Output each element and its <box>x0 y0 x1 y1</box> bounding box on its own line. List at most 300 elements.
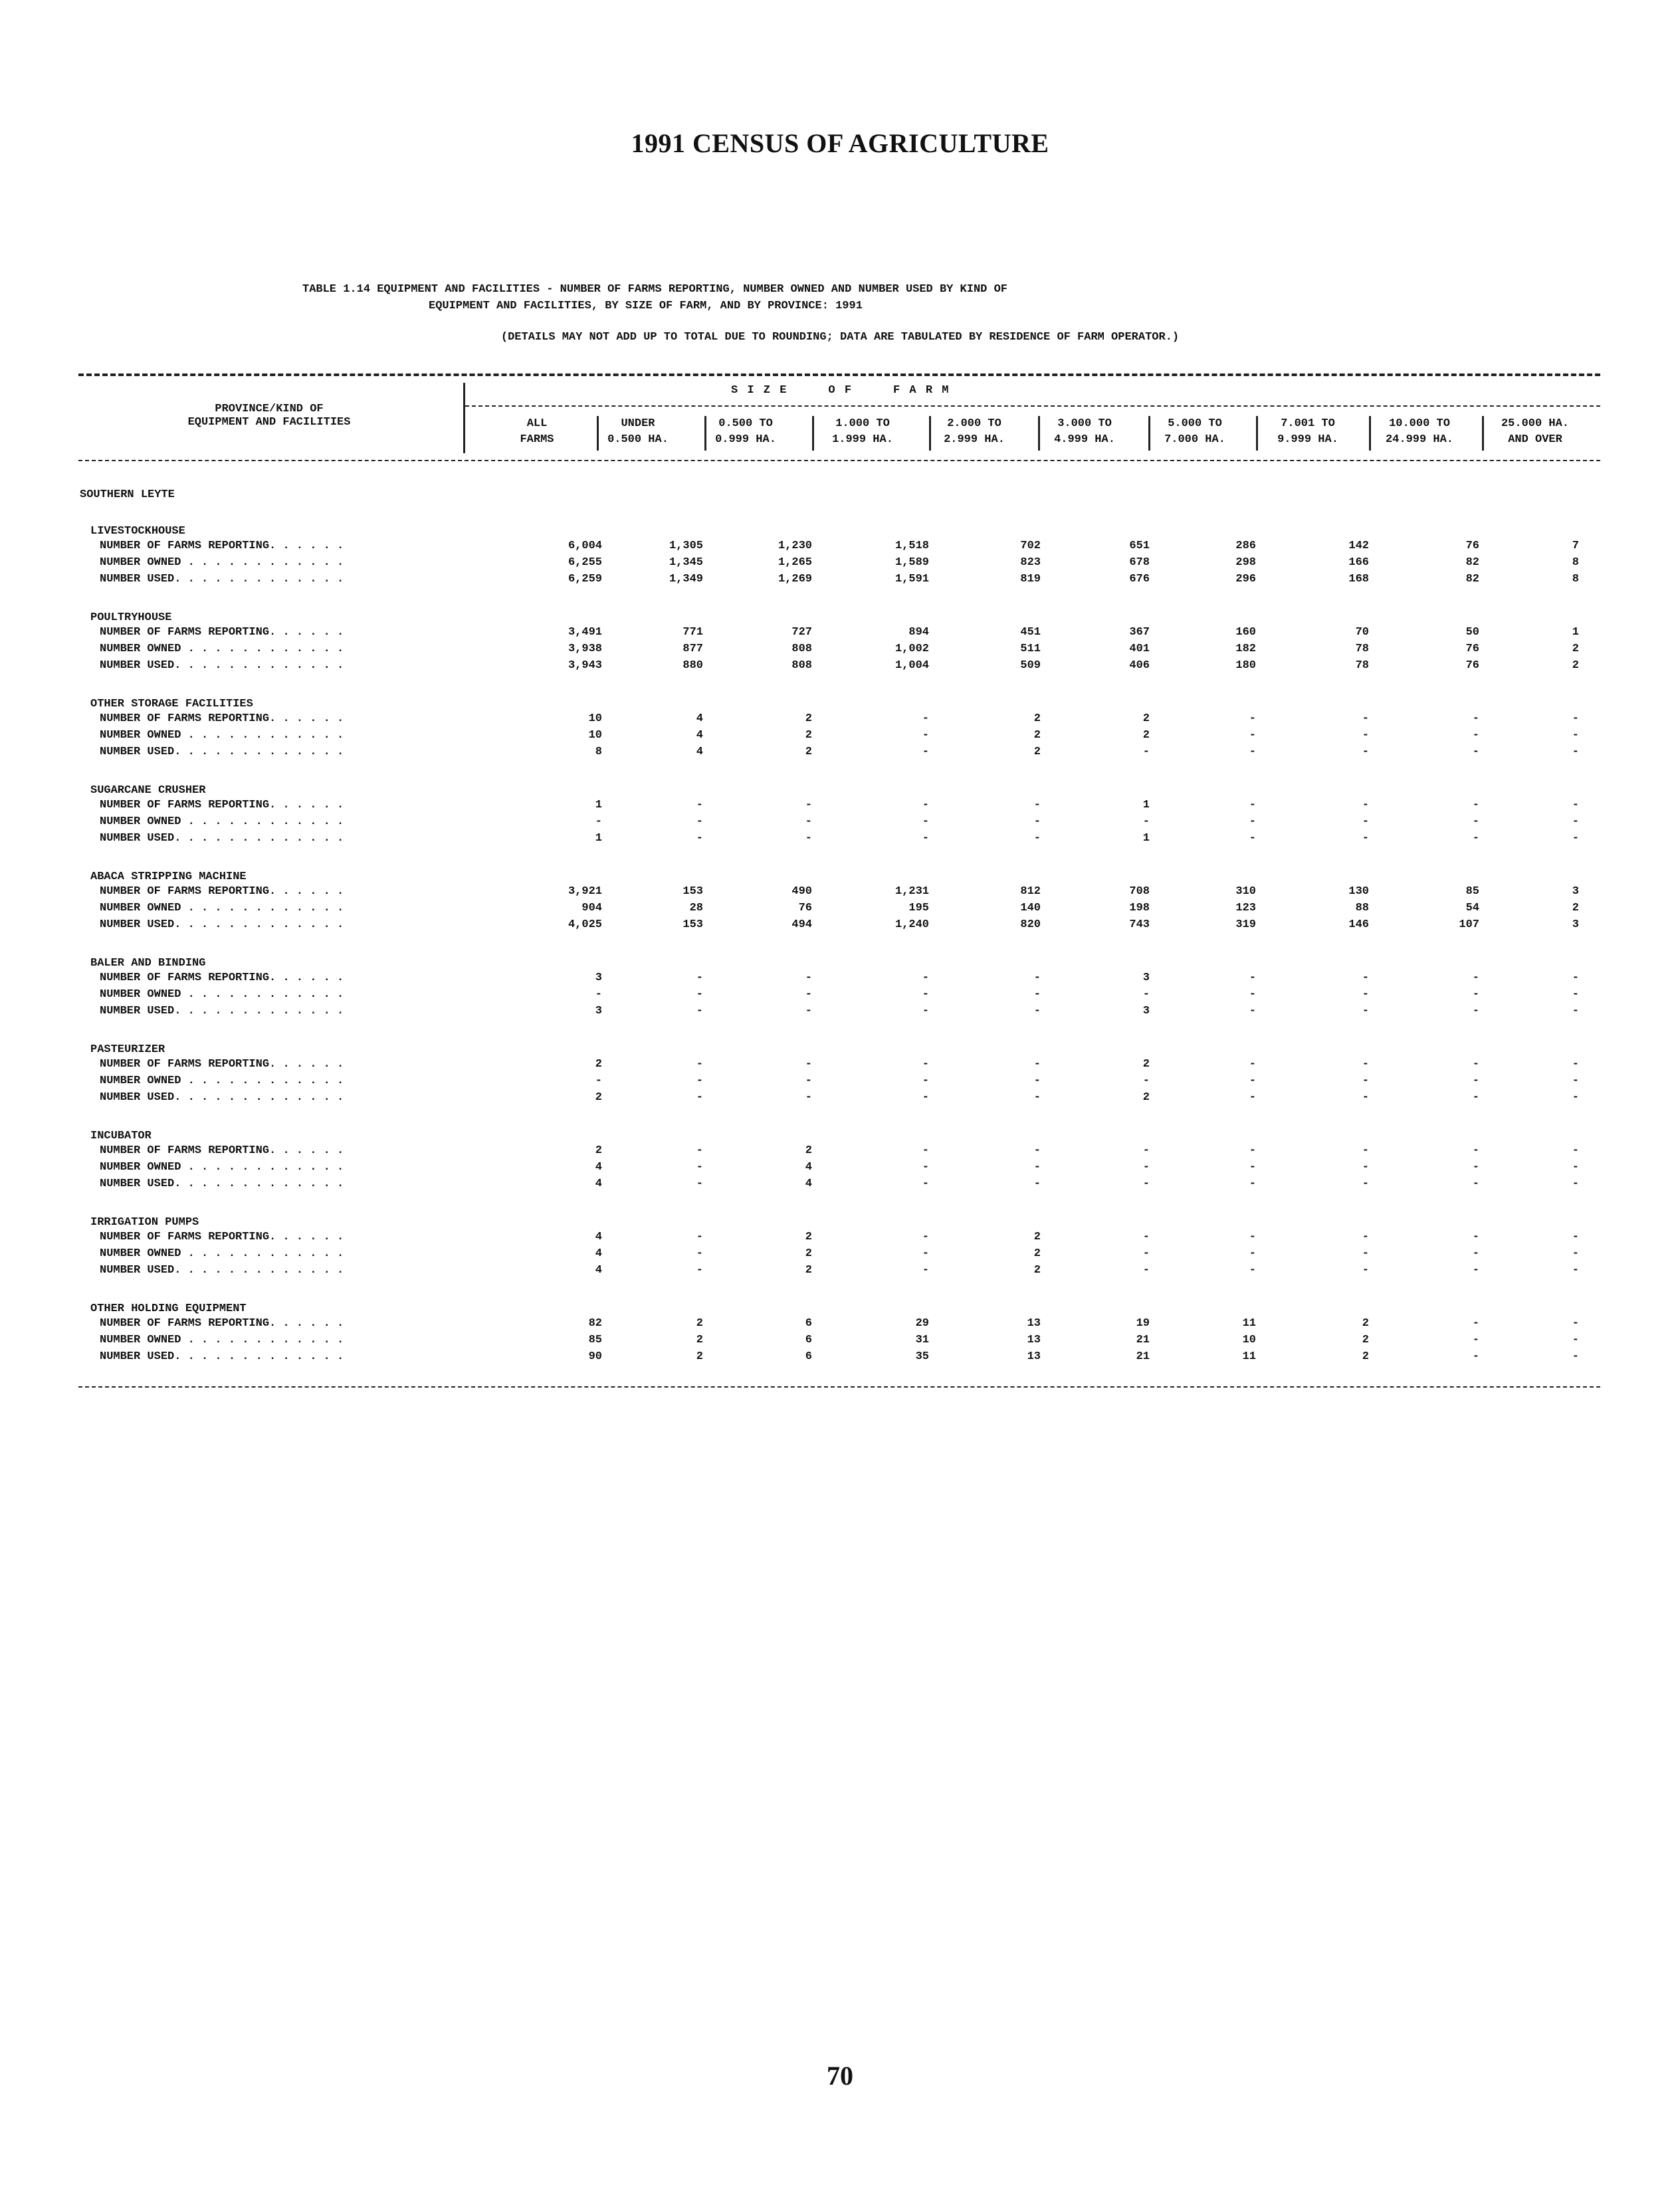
table-cell: 509 <box>1020 659 1041 672</box>
table-row <box>0 988 1680 1005</box>
table-cell: 146 <box>1348 918 1369 931</box>
table-row <box>0 746 1680 763</box>
column-divider <box>1038 416 1040 451</box>
table-cell: 2 <box>1142 712 1150 725</box>
table-cell: 82 <box>1465 573 1479 585</box>
table-cell: - <box>1572 1005 1579 1017</box>
column-header-line: FARMS <box>520 433 554 446</box>
table-cell: 808 <box>791 659 812 672</box>
table-cell: - <box>1572 1058 1579 1071</box>
row-label: NUMBER OWNED . . . . . . . . . . . . <box>100 643 344 655</box>
column-header-line: 10.000 TO <box>1389 417 1450 430</box>
table-cell: - <box>1033 1178 1041 1190</box>
table-cell: 3 <box>595 972 602 984</box>
table-cell: 3 <box>1572 885 1579 898</box>
table-cell: - <box>1249 799 1256 811</box>
table-cell: - <box>1472 1350 1479 1363</box>
table-cell: 727 <box>791 626 812 639</box>
table-cell: 153 <box>682 885 703 898</box>
table-cell: 88 <box>1355 902 1369 914</box>
table-cell: 2 <box>1033 746 1041 758</box>
table-cell: - <box>1472 746 1479 758</box>
column-header <box>1031 416 1138 448</box>
table-cell: 3 <box>595 1005 602 1017</box>
table-cell: 1 <box>1142 832 1150 845</box>
table-cell: - <box>1142 746 1150 758</box>
table-cell: - <box>1249 1058 1256 1071</box>
column-header <box>809 416 916 448</box>
row-label: NUMBER OF FARMS REPORTING. . . . . . <box>100 712 344 725</box>
table-cell: 1,230 <box>778 540 812 552</box>
table-cell: 494 <box>791 918 812 931</box>
table-cell: 1,305 <box>669 540 703 552</box>
table-cell: 2 <box>1572 643 1579 655</box>
table-cell: - <box>696 1264 703 1277</box>
table-row <box>0 972 1680 989</box>
table-cell: - <box>1142 988 1150 1001</box>
table-row <box>0 1161 1680 1178</box>
table-cell: 6,255 <box>568 556 602 569</box>
column-header-line: 7.001 TO <box>1281 417 1335 430</box>
section-label: POULTRYHOUSE <box>90 611 172 624</box>
table-cell: - <box>1362 1091 1369 1104</box>
table-cell: - <box>1362 1231 1369 1243</box>
table-row <box>0 1058 1680 1075</box>
table-cell: - <box>1033 799 1041 811</box>
table-cell: - <box>1142 1178 1150 1190</box>
table-cell: - <box>1472 988 1479 1001</box>
section-label: OTHER HOLDING EQUIPMENT <box>90 1303 247 1315</box>
table-cell: - <box>1249 1005 1256 1017</box>
table-cell: - <box>805 799 812 811</box>
table-cell: 2 <box>1362 1350 1369 1363</box>
table-cell: - <box>696 1091 703 1104</box>
row-label: NUMBER OWNED . . . . . . . . . . . . <box>100 988 344 1001</box>
column-header-line: 1.999 HA. <box>832 433 893 446</box>
table-cell: 123 <box>1235 902 1256 914</box>
table-cell: 708 <box>1129 885 1150 898</box>
table-cell: 820 <box>1020 918 1041 931</box>
table-cell: - <box>1362 832 1369 845</box>
table-cell: 4 <box>595 1161 602 1174</box>
table-cell: - <box>1142 1161 1150 1174</box>
column-divider <box>1256 416 1258 451</box>
table-cell: 78 <box>1355 659 1369 672</box>
table-cell: 877 <box>682 643 703 655</box>
row-label: NUMBER USED. . . . . . . . . . . . . <box>100 1005 344 1017</box>
table-cell: 771 <box>682 626 703 639</box>
table-row <box>0 1334 1680 1351</box>
table-cell: - <box>1572 972 1579 984</box>
table-cell: 4 <box>696 729 703 742</box>
table-cell: - <box>696 1231 703 1243</box>
table-cell: - <box>696 815 703 828</box>
table-cell: 678 <box>1129 556 1150 569</box>
row-label: NUMBER USED. . . . . . . . . . . . . <box>100 832 344 845</box>
table-cell: 3,921 <box>568 885 602 898</box>
table-cell: 676 <box>1129 573 1150 585</box>
table-cell: 198 <box>1129 902 1150 914</box>
table-cell: 2 <box>805 729 812 742</box>
row-label: NUMBER USED. . . . . . . . . . . . . <box>100 659 344 672</box>
table-cell: 166 <box>1348 556 1369 569</box>
table-cell: - <box>1362 1075 1369 1087</box>
table-cell: 78 <box>1355 643 1369 655</box>
table-cell: - <box>922 1091 929 1104</box>
column-divider <box>704 416 706 451</box>
table-cell: - <box>1249 1161 1256 1174</box>
table-cell: 21 <box>1136 1334 1150 1346</box>
table-cell: - <box>696 1058 703 1071</box>
table-cell: - <box>1572 1247 1579 1260</box>
table-row <box>0 1247 1680 1265</box>
table-row <box>0 799 1680 816</box>
table-row <box>0 556 1680 574</box>
table-cell: 4 <box>595 1231 602 1243</box>
table-cell: 2 <box>805 1231 812 1243</box>
table-cell: 10 <box>588 729 602 742</box>
table-cell: - <box>1033 972 1041 984</box>
table-cell: - <box>1249 729 1256 742</box>
row-label: NUMBER USED. . . . . . . . . . . . . <box>100 1264 344 1277</box>
row-label: NUMBER OWNED . . . . . . . . . . . . <box>100 556 344 569</box>
table-cell: 8 <box>595 746 602 758</box>
table-cell: - <box>1572 799 1579 811</box>
table-cell: 76 <box>1465 643 1479 655</box>
table-cell: 4 <box>696 712 703 725</box>
column-header <box>484 416 590 448</box>
table-cell: 2 <box>1142 729 1150 742</box>
table-cell: - <box>805 1075 812 1087</box>
column-header-line: 3.000 TO <box>1057 417 1112 430</box>
table-cell: 82 <box>1465 556 1479 569</box>
table-cell: - <box>1572 1350 1579 1363</box>
table-cell: - <box>1472 1231 1479 1243</box>
table-cell: - <box>1362 815 1369 828</box>
row-label: NUMBER OF FARMS REPORTING. . . . . . <box>100 1058 344 1071</box>
table-cell: - <box>1142 1264 1150 1277</box>
column-header-line: 24.999 HA. <box>1385 433 1454 446</box>
province-name: SOUTHERN LEYTE <box>80 488 175 501</box>
table-row <box>0 659 1680 677</box>
table-cell: - <box>595 1075 602 1087</box>
table-cell: 1,518 <box>894 540 929 552</box>
table-cell: - <box>1472 1005 1479 1017</box>
column-header-line: ALL <box>526 417 548 430</box>
table-cell: 743 <box>1129 918 1150 931</box>
table-cell: - <box>1033 1058 1041 1071</box>
table-cell: 406 <box>1129 659 1150 672</box>
table-cell: 2 <box>595 1058 602 1071</box>
table-cell: 2 <box>595 1144 602 1157</box>
table-cell: 1,002 <box>894 643 929 655</box>
table-cell: 2 <box>1033 729 1041 742</box>
section-label: LIVESTOCKHOUSE <box>90 525 185 538</box>
row-label: NUMBER OF FARMS REPORTING. . . . . . <box>100 1317 344 1330</box>
table-cell: - <box>1142 1144 1150 1157</box>
table-cell: 2 <box>805 712 812 725</box>
table-cell: 76 <box>1465 540 1479 552</box>
table-cell: - <box>922 1161 929 1174</box>
table-cell: 50 <box>1465 626 1479 639</box>
table-cell: 2 <box>1033 1247 1041 1260</box>
table-cell: - <box>922 1247 929 1260</box>
column-header <box>692 416 799 448</box>
table-cell: 2 <box>805 1247 812 1260</box>
table-cell: 3,943 <box>568 659 602 672</box>
table-cell: 3,491 <box>568 626 602 639</box>
table-cell: - <box>1142 1075 1150 1087</box>
column-header-line: 1.000 TO <box>835 417 890 430</box>
table-cell: 142 <box>1348 540 1369 552</box>
column-header <box>585 416 691 448</box>
row-label: NUMBER USED. . . . . . . . . . . . . <box>100 746 344 758</box>
table-cell: - <box>922 832 929 845</box>
table-cell: - <box>805 815 812 828</box>
table-cell: - <box>1033 1005 1041 1017</box>
table-row <box>0 1350 1680 1368</box>
table-cell: 6 <box>805 1334 812 1346</box>
table-cell: 1,004 <box>894 659 929 672</box>
table-cell: - <box>1362 972 1369 984</box>
table-cell: - <box>922 1005 929 1017</box>
table-cell: - <box>1572 1144 1579 1157</box>
table-cell: 140 <box>1020 902 1041 914</box>
table-cell: 2 <box>1033 1264 1041 1277</box>
table-cell: 8 <box>1572 556 1579 569</box>
column-divider <box>1482 416 1484 451</box>
table-cell: - <box>1362 712 1369 725</box>
table-cell: 4 <box>696 746 703 758</box>
table-cell: 8 <box>1572 573 1579 585</box>
table-cell: 1,231 <box>894 885 929 898</box>
stub-divider <box>463 383 465 453</box>
table-cell: 4 <box>805 1161 812 1174</box>
table-row <box>0 815 1680 833</box>
table-cell: 4 <box>595 1178 602 1190</box>
row-label: NUMBER OF FARMS REPORTING. . . . . . <box>100 1144 344 1157</box>
column-header-line: 5.000 TO <box>1168 417 1222 430</box>
table-cell: - <box>1249 988 1256 1001</box>
row-label: NUMBER USED. . . . . . . . . . . . . <box>100 1091 344 1104</box>
table-cell: - <box>1572 1231 1579 1243</box>
table-cell: - <box>1472 1247 1479 1260</box>
table-cell: 490 <box>791 885 812 898</box>
table-cell: - <box>1572 1161 1579 1174</box>
row-label: NUMBER OF FARMS REPORTING. . . . . . <box>100 799 344 811</box>
column-header <box>1482 416 1588 448</box>
table-cell: - <box>1362 1005 1369 1017</box>
section-label: INCUBATOR <box>90 1130 152 1142</box>
row-label: NUMBER OF FARMS REPORTING. . . . . . <box>100 972 344 984</box>
table-cell: 651 <box>1129 540 1150 552</box>
table-cell: - <box>1472 1264 1479 1277</box>
stub-header <box>80 403 459 429</box>
table-cell: - <box>1249 746 1256 758</box>
table-cell: - <box>1572 815 1579 828</box>
table-cell: 1,240 <box>894 918 929 931</box>
table-cell: - <box>1249 1247 1256 1260</box>
table-cell: 35 <box>915 1350 929 1363</box>
table-cell: - <box>1033 1091 1041 1104</box>
table-cell: - <box>696 972 703 984</box>
table-cell: - <box>805 1005 812 1017</box>
table-cell: 2 <box>1142 1091 1150 1104</box>
table-cell: - <box>1572 1264 1579 1277</box>
table-cell: 894 <box>908 626 929 639</box>
table-cell: - <box>1362 799 1369 811</box>
row-label: NUMBER OF FARMS REPORTING. . . . . . <box>100 540 344 552</box>
table-cell: - <box>1472 1091 1479 1104</box>
row-label: NUMBER USED. . . . . . . . . . . . . <box>100 918 344 931</box>
table-cell: 10 <box>1242 1334 1256 1346</box>
table-cell: - <box>1472 972 1479 984</box>
table-cell: - <box>1033 815 1041 828</box>
table-cell: 2 <box>1142 1058 1150 1071</box>
table-cell: - <box>922 1264 929 1277</box>
table-cell: 3 <box>1142 972 1150 984</box>
caption-line-2: EQUIPMENT AND FACILITIES, BY SIZE OF FARM, AND BY PROVINCE: 1991 <box>429 300 863 312</box>
table-cell: - <box>1142 1231 1150 1243</box>
table-cell: 21 <box>1136 1350 1150 1363</box>
table-cell: - <box>1472 832 1479 845</box>
table-cell: - <box>922 1144 929 1157</box>
row-label: NUMBER OF FARMS REPORTING. . . . . . <box>100 626 344 639</box>
column-divider <box>1369 416 1371 451</box>
table-cell: 1 <box>595 799 602 811</box>
table-cell: 168 <box>1348 573 1369 585</box>
table-cell: - <box>1362 1161 1369 1174</box>
table-cell: 1,345 <box>669 556 703 569</box>
column-header-line: 2.999 HA. <box>944 433 1005 446</box>
table-cell: - <box>1572 1075 1579 1087</box>
table-cell: 4 <box>805 1178 812 1190</box>
table-cell: 2 <box>696 1334 703 1346</box>
section-label: BALER AND BINDING <box>90 957 206 970</box>
column-header-line: 4.999 HA. <box>1054 433 1115 446</box>
table-row <box>0 1075 1680 1092</box>
table-cell: - <box>1572 1178 1579 1190</box>
table-cell: - <box>805 1058 812 1071</box>
column-header <box>1142 416 1248 448</box>
table-cell: - <box>1249 972 1256 984</box>
table-cell: - <box>922 1231 929 1243</box>
table-cell: - <box>922 799 929 811</box>
table-cell: 1 <box>1142 799 1150 811</box>
table-top-rule <box>78 373 1600 376</box>
column-divider <box>1148 416 1150 451</box>
table-details-note: (DETAILS MAY NOT ADD UP TO TOTAL DUE TO ROUNDING; DATA ARE TABULATED BY RESIDENCE OF FARM OPERATOR.) <box>500 331 1180 344</box>
table-cell: - <box>1249 1231 1256 1243</box>
table-cell: - <box>805 832 812 845</box>
row-label: NUMBER OWNED . . . . . . . . . . . . <box>100 729 344 742</box>
table-cell: - <box>922 815 929 828</box>
table-cell: 7 <box>1572 540 1579 552</box>
header-bottom-rule <box>78 460 1600 461</box>
table-cell: 195 <box>908 902 929 914</box>
page-title: 1991 CENSUS OF AGRICULTURE <box>631 128 1049 158</box>
section-label: SUGARCANE CRUSHER <box>90 784 206 797</box>
table-cell: - <box>1362 1144 1369 1157</box>
table-cell: 1,589 <box>894 556 929 569</box>
table-row <box>0 885 1680 902</box>
table-cell: 1,269 <box>778 573 812 585</box>
table-cell: - <box>1472 729 1479 742</box>
table-cell: 31 <box>915 1334 929 1346</box>
stub-header-line-2: EQUIPMENT AND FACILITIES <box>187 416 351 429</box>
row-label: NUMBER OF FARMS REPORTING. . . . . . <box>100 1231 344 1243</box>
table-cell: - <box>1572 1091 1579 1104</box>
column-header-line: 25.000 HA. <box>1501 417 1570 430</box>
table-cell: 160 <box>1235 626 1256 639</box>
table-cell: - <box>1362 1058 1369 1071</box>
table-cell: 85 <box>1465 885 1479 898</box>
table-bottom-rule <box>78 1386 1600 1388</box>
row-label: NUMBER OF FARMS REPORTING. . . . . . <box>100 885 344 898</box>
table-cell: - <box>922 972 929 984</box>
table-cell: 823 <box>1020 556 1041 569</box>
section-label: PASTEURIZER <box>90 1043 165 1056</box>
table-cell: - <box>1362 729 1369 742</box>
table-cell: - <box>1249 1178 1256 1190</box>
table-cell: 401 <box>1129 643 1150 655</box>
table-cell: 451 <box>1020 626 1041 639</box>
table-cell: 298 <box>1235 556 1256 569</box>
column-header-line: 2.000 TO <box>947 417 1001 430</box>
table-cell: 13 <box>1027 1350 1041 1363</box>
table-cell: - <box>1033 1144 1041 1157</box>
table-cell: - <box>1472 1075 1479 1087</box>
table-cell: - <box>1142 1247 1150 1260</box>
table-cell: - <box>696 832 703 845</box>
row-label: NUMBER OWNED . . . . . . . . . . . . <box>100 815 344 828</box>
table-cell: 2 <box>1033 712 1041 725</box>
table-cell: 511 <box>1020 643 1041 655</box>
table-row <box>0 626 1680 643</box>
table-cell: - <box>696 1247 703 1260</box>
table-cell: 182 <box>1235 643 1256 655</box>
table-cell: 4 <box>595 1264 602 1277</box>
table-cell: - <box>1249 712 1256 725</box>
table-cell: 85 <box>588 1334 602 1346</box>
table-cell: - <box>1472 712 1479 725</box>
table-row <box>0 712 1680 730</box>
table-cell: - <box>1472 815 1479 828</box>
table-cell: - <box>922 1058 929 1071</box>
table-cell: 2 <box>1362 1317 1369 1330</box>
table-cell: - <box>1033 1161 1041 1174</box>
table-cell: 6,259 <box>568 573 602 585</box>
row-label: NUMBER OWNED . . . . . . . . . . . . <box>100 902 344 914</box>
column-header-line: 0.500 HA. <box>607 433 669 446</box>
table-cell: 1,349 <box>669 573 703 585</box>
table-row <box>0 729 1680 746</box>
table-cell: - <box>1472 1144 1479 1157</box>
row-label: NUMBER OWNED . . . . . . . . . . . . <box>100 1334 344 1346</box>
table-row <box>0 918 1680 936</box>
table-cell: 19 <box>1136 1317 1150 1330</box>
table-cell: - <box>922 729 929 742</box>
table-cell: 3,938 <box>568 643 602 655</box>
table-cell: - <box>1572 832 1579 845</box>
table-cell: 367 <box>1129 626 1150 639</box>
table-row <box>0 832 1680 849</box>
table-cell: - <box>1572 746 1579 758</box>
table-row <box>0 573 1680 590</box>
column-header-line: AND OVER <box>1508 433 1562 446</box>
table-caption <box>302 281 1432 314</box>
table-cell: 904 <box>581 902 602 914</box>
